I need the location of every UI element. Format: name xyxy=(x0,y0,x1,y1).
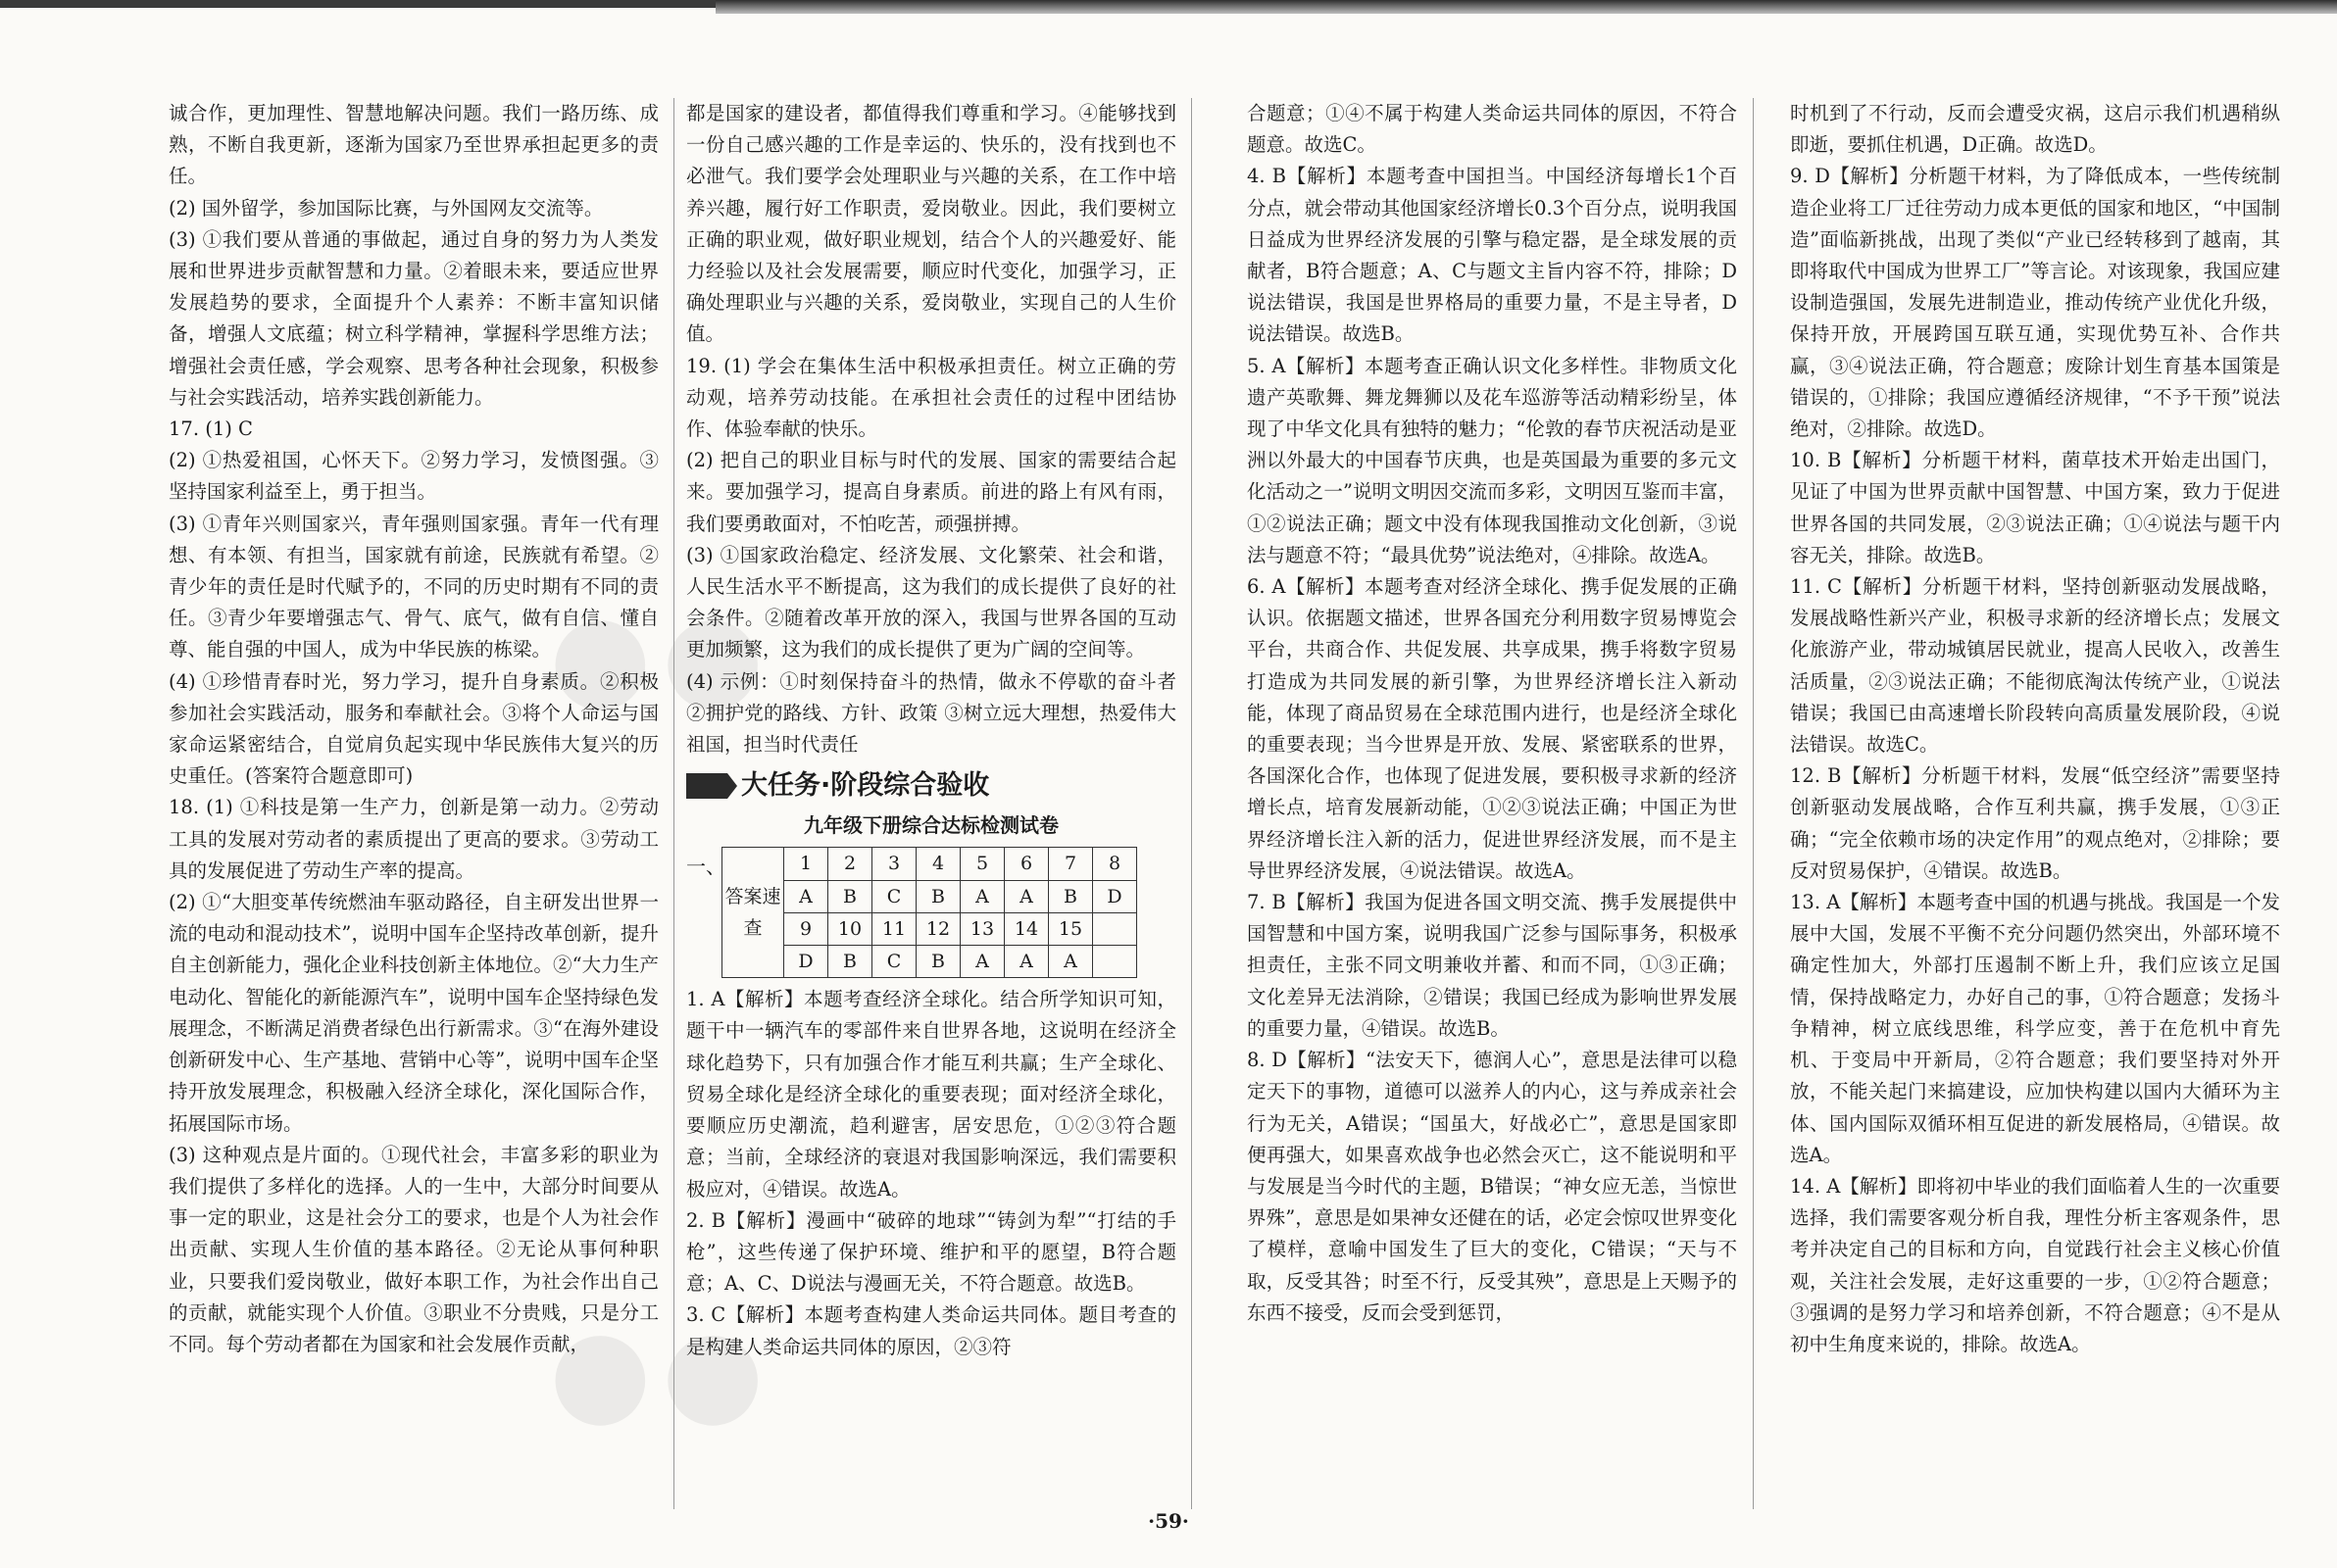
paragraph: 诚合作，更加理性、智慧地解决问题。我们一路历练、成熟，不断自我更新，逐渐为国家乃至世界承担起更多的责任。 xyxy=(169,102,659,188)
column-divider xyxy=(1191,98,1192,1509)
paragraph: (4) ①珍惜青春时光，努力学习，提升自身素质。②积极参加社会实践活动，服务和奉献社会。③将个人命运与国家命运紧密结合，自觉肩负起实现中华民族伟大复兴的历史重任。(答案符合题意即可) xyxy=(169,669,659,788)
q-answer: A xyxy=(961,946,1005,978)
paragraph: (3) ①我们要从普通的事做起，通过自身的努力为人类发展和世界进步贡献智慧和力量。②着眼未来，要适应世界发展趋势的要求，全面提升个人素养：不断丰富知识储备，增强人文底蕴；树立科学精神，掌握科学思维方法；增强社会责任感，学会观察、思考各种社会现象，积极参与社会实践活动，培养实践创新能力。 xyxy=(169,227,659,409)
q-answer: B xyxy=(917,880,961,912)
paragraph: 17. (1) C xyxy=(169,417,253,441)
paragraph: 时机到了不行动，反而会遭受灾祸，这启示我们机遇稍纵即逝，要抓住机遇，D正确。故选D。 xyxy=(1790,102,2280,157)
q-number: 4 xyxy=(917,848,961,880)
paragraph: 12. B【解析】分析题干材料，发展“低空经济”需要坚持创新驱动发展战略，合作互利共赢，携手发展，①③正确；“完全依赖市场的决定作用”的观点绝对，②排除；要反对贸易保护，④错误。故选B。 xyxy=(1790,764,2280,882)
empty-cell xyxy=(1093,946,1137,978)
q-answer: A xyxy=(1005,946,1049,978)
q-number: 7 xyxy=(1049,848,1093,880)
q-answer: A xyxy=(961,880,1005,912)
paragraph: 18. (1) ①科技是第一生产力，创新是第一动力。②劳动工具的发展对劳动者的素质提出了更高的要求。③劳动工具的发展促进了劳动生产率的提高。 xyxy=(169,796,659,882)
paragraph: 合题意；①④不属于构建人类命运共同体的原因，不符合题意。故选C。 xyxy=(1247,102,1737,157)
column-divider xyxy=(673,98,674,1509)
q-number: 14 xyxy=(1005,912,1049,945)
paragraph: 4. B【解析】本题考查中国担当。中国经济每增长1个百分点，就会带动其他国家经济增长0.3个百分点，说明我国日益成为世界经济发展的引擎与稳定器，是全球发展的贡献者，B符合题意；A、C与题文主旨内容不符，排除；D说法错误，我国是世界格局的重要力量，不是主导者，D说法错误。故选B。 xyxy=(1247,165,1737,346)
q-number: 8 xyxy=(1093,848,1137,880)
q-number: 11 xyxy=(872,912,917,945)
answer-table xyxy=(721,847,1137,978)
q-answer: D xyxy=(784,946,828,978)
q-answer: B xyxy=(1049,880,1093,912)
watermark-bottom: ●● xyxy=(549,1303,774,1440)
paragraph: 5. A【解析】本题考查正确认识文化多样性。非物质文化遗产英歌舞、舞龙舞狮以及花车巡游等活动精彩纷呈，体现了中华文化具有独特的魅力；“伦敦的春节庆祝活动是亚洲以外最大的中国春节庆典，也是英国最为重要的多元文化活动之一”说明文明因交流而多彩，文明因互鉴而丰富，①②说法正确；题文中没有体现我国推动文化创新，③说法与题意不符；“最具优势”说法绝对，④排除。故选A。 xyxy=(1247,354,1737,566)
q-number: 1 xyxy=(784,848,828,880)
q-answer: B xyxy=(828,880,872,912)
paragraph: (2) ①“大胆变革传统燃油车驱动路径，自主研发出世界一流的电动和混动技术”，说明中国车企坚持改革创新，提升自主创新能力，强化企业科技创新主体地位。②“大力生产电动化、智能化的新能源汽车”，说明中国车企坚持绿色发展理念，不断满足消费者绿色出行新需求。③“在海外建设创新研发中心、生产基地、营销中心等”，说明中国车企坚持开放发展理念，积极融入经济全球化，深化国际合作，拓展国际市场。 xyxy=(169,891,659,1135)
paragraph: (3) ①国家政治稳定、经济发展、文化繁荣、社会和谐，人民生活水平不断提高，这为我们的成长提供了良好的社会条件。②随着改革开放的深入，我国与世界各国的互动更加频繁，这为我们的成长提供了更为广阔的空间等。 xyxy=(686,543,1176,662)
page-number: ·59· xyxy=(1148,1509,1189,1533)
paragraph: (2) 国外留学，参加国际比赛，与外国网友交流等。 xyxy=(169,196,604,220)
paragraph: 3. C【解析】本题考查构建人类命运共同体。题目考查的是构建人类命运共同体的原因，②③符 xyxy=(686,1303,1176,1358)
paragraph: 13. A【解析】本题考查中国的机遇与挑战。我国是一个发展中大国，发展不平衡不充分问题仍然突出，外部环境不确定性加大，外部打压遏制不断上升，我们应该立足国情，保持战略定力，办好自己的事，①符合题意；发扬斗争精神，树立底线思维，科学应变，善于在危机中育先机、于变局中开新局，②符合题意；我们要坚持对外开放，不能关起门来搞建设，应加快构建以国内大循环为主体、国内国际双循环相互促进的新发展格局，④错误。故选A。 xyxy=(1790,891,2280,1166)
paragraph: 都是国家的建设者，都值得我们尊重和学习。④能够找到一份自己感兴趣的工作是幸运的、快乐的，没有找到也不必泄气。我们要学会处理职业与兴趣的关系，在工作中培养兴趣，履行好工作职责，爱岗敬业。因此，我们要树立正确的职业观，做好职业规划，结合个人的兴趣爱好、能力经验以及社会发展需要，顺应时代变化，加强学习，正确处理职业与兴趣的关系，爱岗敬业，实现自己的人生价值。 xyxy=(686,102,1176,346)
q-answer: A xyxy=(1005,880,1049,912)
q-number: 10 xyxy=(828,912,872,945)
q-number: 12 xyxy=(917,912,961,945)
answer-key xyxy=(686,847,1176,978)
q-number: 6 xyxy=(1005,848,1049,880)
q-number: 3 xyxy=(872,848,917,880)
column-3 xyxy=(1247,98,1737,1509)
q-number: 5 xyxy=(961,848,1005,880)
empty-cell xyxy=(1093,912,1137,945)
paragraph: (4) 示例：①时刻保持奋斗的热情，做永不停歇的奋斗者 ②拥护党的路线、方针、政策 ③树立远大理想，热爱伟大祖国，担当时代责任 xyxy=(686,669,1176,757)
q-answer: B xyxy=(828,946,872,978)
column-divider xyxy=(1753,98,1754,1509)
paragraph: 8. D【解析】“法安天下，德润人心”，意思是法律可以稳定天下的事物，道德可以滋养人的内心，这与养成亲社会行为无关，A错误；“国虽大，好战必亡”，意思是国家即便再强大，如果喜欢战争也必然会灭亡，这不能说明和平与发展是当今时代的主题，B错误；“神女应无恙，当惊世界殊”，意思是如果神女还健在的话，必定会惊叹世界变化了模样，意喻中国发生了巨大的变化，C错误；“天与不取，反受其咎；时至不行，反受其殃”，意思是上天赐予的东西不接受，反而会受到惩罚， xyxy=(1247,1049,1737,1324)
exam-title: 九年级下册综合达标检测试卷 xyxy=(804,813,1059,838)
paragraph: (3) ①青年兴则国家兴，青年强则国家强。青年一代有理想、有本领、有担当，国家就有前途，民族就有希望。②青少年的责任是时代赋予的，不同的历史时期有不同的责任。③青少年要增强志气、骨气、底气，做有自信、懂自尊、能自强的中国人，成为中华民族的栋梁。 xyxy=(169,512,659,662)
paragraph: 2. B【解析】漫画中“破碎的地球”“铸剑为犁”“打结的手枪”，这些传递了保护环境、维护和平的愿望，B符合题意；A、C、D说法与漫画无关，不符合题意。故选B。 xyxy=(686,1208,1176,1296)
paragraph: (2) ①热爱祖国，心怀天下。②努力学习，发愤图强。③坚持国家利益至上，勇于担当。 xyxy=(169,449,659,504)
heading-marker-icon xyxy=(686,773,727,799)
column-1 xyxy=(169,98,659,1509)
q-number: 15 xyxy=(1049,912,1093,945)
paragraph: 6. A【解析】本题考查对经济全球化、携手促发展的正确认识。依据题文描述，世界各国充分利用数字贸易博览会平台，共商合作、共促发展、共享成果，携手将数字贸易打造成为共同发展的新引擎，为世界经济增长注入新动能，体现了商品贸易在全球范围内进行，也是经济全球化的重要表现；当今世界是开放、发展、紧密联系的世界，各国深化合作，也体现了促进发展，要积极寻求新的经济增长点，培育发展新动能，①②③说法正确；中国正为世界经济增长注入新的活力，促进世界经济发展，而不是主导世界经济发展，④说法错误。故选A。 xyxy=(1247,575,1737,882)
q-number: 9 xyxy=(784,912,828,945)
column-2 xyxy=(686,98,1176,1509)
q-answer: A xyxy=(784,880,828,912)
paragraph: 19. (1) 学会在集体生活中积极承担责任。树立正确的劳动观，培养劳动技能。在承担社会责任的过程中团结协作、体验奉献的快乐。 xyxy=(686,354,1176,441)
paragraph: (3) 这种观点是片面的。①现代社会，丰富多彩的职业为我们提供了多样化的选择。人的一生中，大部分时间要从事一定的职业，这是社会分工的要求，也是个人为社会作出贡献、实现人生价值的基本路径。②无论从事何种职业，只要我们爱岗敬业，做好本职工作，为社会作出自己的贡献，就能实现个人价值。③职业不分贵贱，只是分工不同。每个劳动者都在为国家和社会发展作贡献， xyxy=(169,1143,659,1355)
q-answer: C xyxy=(872,880,917,912)
q-number: 13 xyxy=(961,912,1005,945)
q-answer: B xyxy=(917,946,961,978)
q-number: 2 xyxy=(828,848,872,880)
paragraph: 7. B【解析】我国为促进各国文明交流、携手发展提供中国智慧和中国方案，说明我国广泛参与国际事务，积极承担责任，主张不同文明兼收并蓄、和而不同，①③正确；文化差异无法消除，②错误；我国已经成为影响世界发展的重要力量，④错误。故选B。 xyxy=(1247,891,1737,1040)
column-4 xyxy=(1790,98,2280,1509)
paragraph: 1. A【解析】本题考查经济全球化。结合所学知识可知，题干中一辆汽车的零部件来自世界各地，这说明在经济全球化趋势下，只有加强合作才能互利共赢；生产全球化、贸易全球化是经济全球化的重要表现；面对经济全球化，要顺应历史潮流，趋利避害，居安思危，①②③符合题意；当前，全球经济的衰退对我国影响深远，我们需要积极应对，④错误。故选A。 xyxy=(686,988,1176,1200)
answer-label: 答案速查 xyxy=(722,848,784,978)
paragraph: 11. C【解析】分析题干材料，坚持创新驱动发展战略，发展战略性新兴产业，积极寻求新的经济增长点；发展文化旅游产业，带动城镇居民就业，提高人民收入，改善生活质量，②③说法正确；不能彻底淘汰传统产业，①说法错误；我国已由高速增长阶段转向高质量发展阶段，④说法错误。故选C。 xyxy=(1790,575,2280,757)
q-answer: A xyxy=(1049,946,1093,978)
paragraph: 14. A【解析】即将初中毕业的我们面临着人生的一次重要选择，我们需要客观分析自我，理性分析主客观条件，思考并决定自己的目标和方向，自觉践行社会主义核心价值观，关注社会发展，走好这重要的一步，①②符合题意；③强调的是努力学习和培养创新，不符合题意；④不是从初中生角度来说的，排除。故选A。 xyxy=(1790,1174,2280,1355)
q-answer: D xyxy=(1093,880,1137,912)
part-number: 一、 xyxy=(686,855,725,879)
paragraph: 10. B【解析】分析题干材料，菌草技术开始走出国门，见证了中国为世界贡献中国智慧、中国方案，致力于促进世界各国的共同发展，②③说法正确；①④说法与题干内容无关，排除。故选B。 xyxy=(1790,449,2280,566)
section-title: 大任务·阶段综合验收 xyxy=(741,770,990,802)
watermark-top: ●● xyxy=(549,588,774,724)
paragraph: 9. D【解析】分析题干材料，为了降低成本，一些传统制造企业将工厂迁往劳动力成本更低的国家和地区，“中国制造”面临新挑战，出现了类似“产业已经转移到了越南，其即将取代中国成为世界工厂”等言论。对该现象，我国应建设制造强国，发展先进制造业，推动传统产业优化升级，保持开放，开展跨国互联互通，实现优势互补、合作共赢，③④说法正确，符合题意；废除计划生育基本国策是错误的，①排除；我国应遵循经济规律，“不予干预”说法绝对，②排除。故选D。 xyxy=(1790,165,2280,441)
section-heading xyxy=(686,766,1176,806)
paragraph: (2) 把自己的职业目标与时代的发展、国家的需要结合起来。要加强学习，提高自身素质。前进的路上有风有雨，我们要勇敢面对，不怕吃苦，顽强拼搏。 xyxy=(686,449,1176,535)
scan-top-shadow xyxy=(716,0,2337,14)
q-answer: C xyxy=(872,946,917,978)
